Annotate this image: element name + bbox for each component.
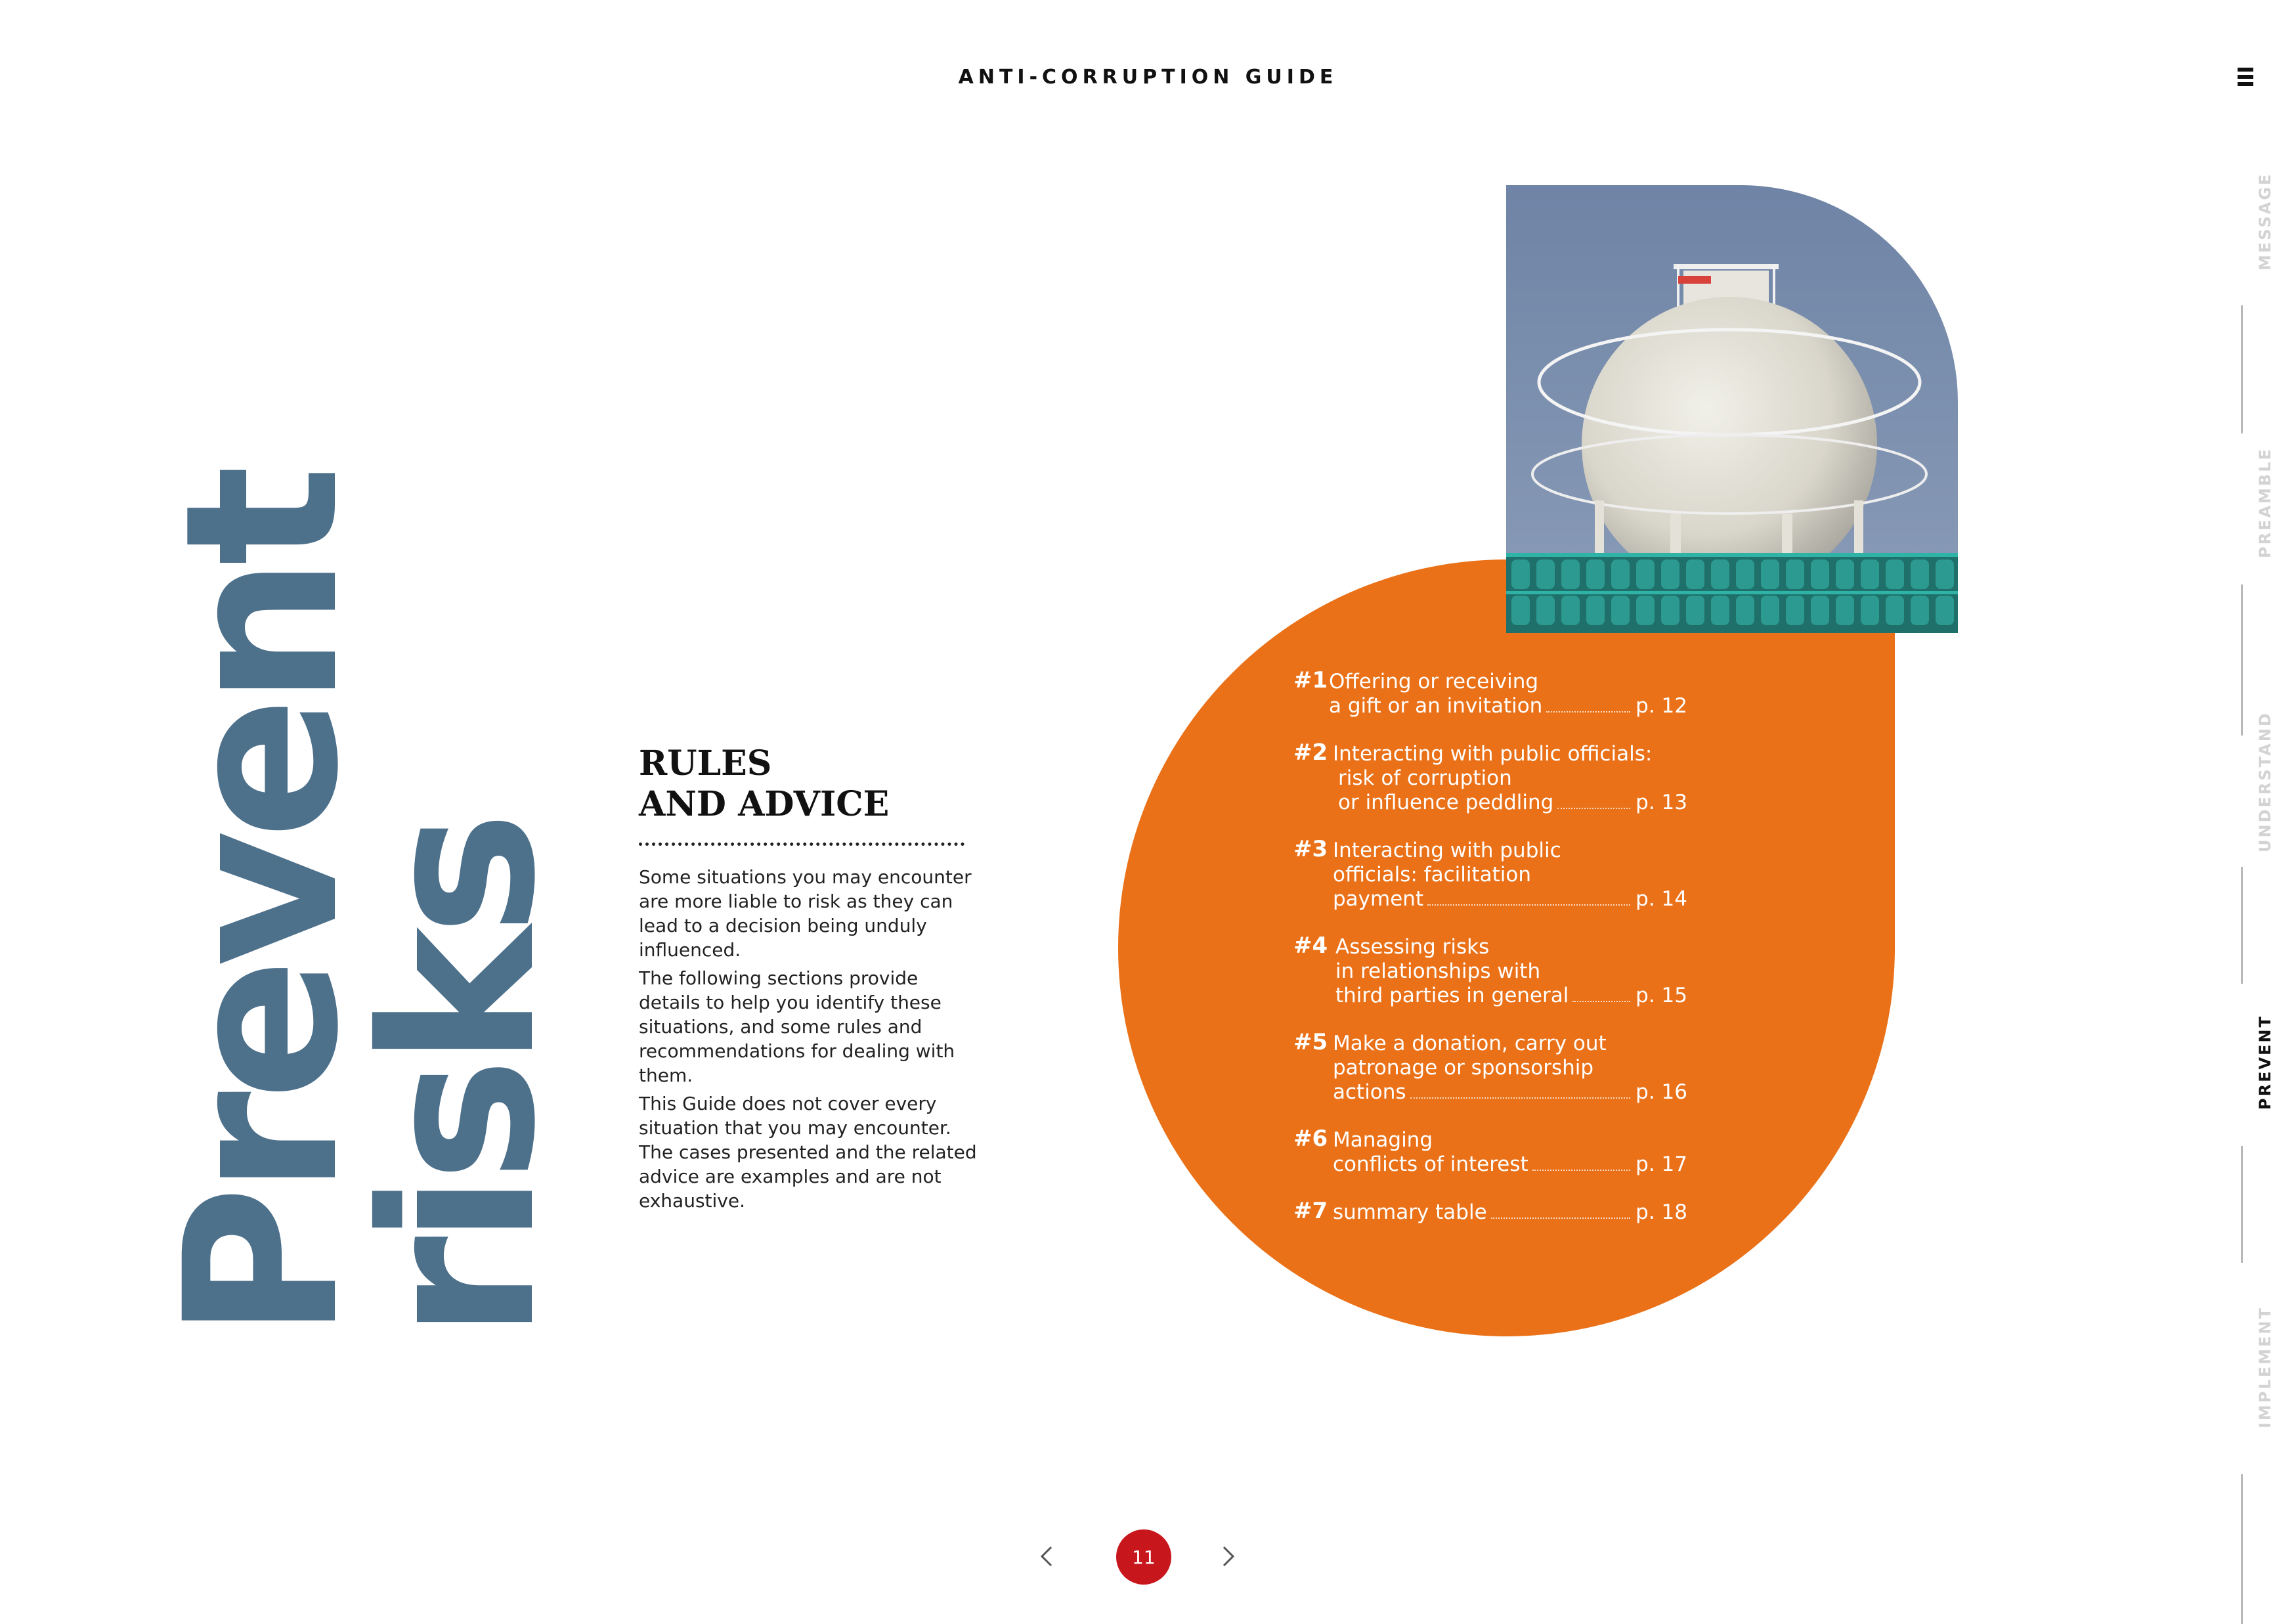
toc-item-6[interactable] (1293, 1128, 1687, 1177)
dot-leader (1557, 808, 1630, 809)
dot-leader (1491, 1218, 1631, 1219)
toc-page: p. 18 (1635, 1200, 1687, 1224)
toc-text: Make a donation, carry out (1333, 1032, 1607, 1055)
toc-text: a gift or an invitation (1329, 694, 1543, 718)
toc-item-4[interactable] (1293, 935, 1687, 1008)
side-nav-divider (2241, 1474, 2243, 1624)
dot-leader (1572, 1001, 1630, 1002)
toc-text: Assessing risks (1335, 935, 1490, 959)
toc-text: third parties in general (1335, 984, 1569, 1007)
side-nav-divider (2241, 867, 2243, 984)
side-nav-divider (2241, 584, 2243, 735)
dot-leader (1427, 904, 1630, 906)
toc-text: or influence peddling (1338, 791, 1554, 814)
toc-number: #4 (1293, 933, 1328, 959)
toc-page: p. 17 (1635, 1152, 1687, 1176)
toc-text: summary table (1333, 1200, 1487, 1224)
toc-number: #6 (1293, 1126, 1328, 1152)
chevron-right-icon[interactable] (1215, 1543, 1241, 1569)
toc-page: p. 16 (1635, 1080, 1687, 1104)
menu-bar-line (2238, 82, 2253, 86)
toc-number: #1 (1293, 667, 1328, 693)
toc-text: officials: facilitation (1333, 863, 1531, 887)
menu-bar-line (2238, 68, 2253, 72)
gas-tank-photo (1506, 185, 1958, 633)
body-paragraph: This Guide does not cover every situation that you may encounter. The cases presented and the related advice are examples and are not exhaustive. (639, 1093, 977, 1212)
section-title-line-2: risks (337, 820, 582, 1340)
toc-text: Managing (1333, 1128, 1433, 1152)
section-title-line-1: Prevent (141, 474, 385, 1340)
chevron-left-icon[interactable] (1034, 1543, 1060, 1569)
rules-heading-line-2: AND ADVICE (639, 784, 890, 824)
toc-item-7[interactable] (1293, 1200, 1687, 1225)
toc-number: #5 (1293, 1029, 1328, 1055)
toc-text: Interacting with public (1333, 839, 1561, 862)
toc-number: #3 (1293, 836, 1328, 862)
toc-text: payment (1333, 887, 1424, 911)
toc-page: p. 14 (1635, 887, 1687, 911)
section-title (141, 474, 582, 1340)
body-paragraph: The following sections provide details to help you identify these situations, and some rules and recommendations for dealing with them. (639, 967, 955, 1086)
hamburger-menu-icon[interactable] (2238, 68, 2253, 86)
toc-page: p. 12 (1635, 694, 1687, 718)
toc-number: #7 (1293, 1198, 1328, 1224)
toc-item-5[interactable] (1293, 1029, 1687, 1105)
page-number-badge: 11 (1116, 1529, 1171, 1585)
toc-item-3[interactable] (1293, 836, 1687, 911)
toc-text: patronage or sponsorship (1333, 1056, 1594, 1080)
toc-text: in relationships with (1335, 959, 1541, 983)
rules-heading (639, 743, 967, 825)
dot-leader (1532, 1170, 1630, 1171)
toc-item-2[interactable] (1293, 739, 1687, 815)
toc-number: #2 (1293, 739, 1328, 766)
toc-page: p. 13 (1635, 791, 1687, 814)
dot-leader (1410, 1097, 1631, 1099)
menu-bar-line (2238, 75, 2253, 79)
side-nav-divider (2241, 1146, 2243, 1263)
dotted-divider (639, 843, 964, 846)
toc-item-1[interactable] (1293, 667, 1687, 718)
toc-text: conflicts of interest (1333, 1152, 1528, 1176)
body-paragraph: Some situations you may encounter are more liable to risk as they can lead to a decision being unduly influenced. (639, 866, 972, 961)
rules-body (639, 865, 980, 1217)
toc-text: Offering or receiving (1329, 670, 1539, 693)
toc-text: risk of corruption (1338, 766, 1512, 790)
dot-leader (1546, 711, 1630, 713)
toc-page: p. 15 (1635, 984, 1687, 1007)
document-title: ANTI-CORRUPTION GUIDE (958, 66, 1338, 89)
toc-text: actions (1333, 1080, 1406, 1104)
side-nav-divider (2241, 305, 2243, 433)
toc-text: Interacting with public officials: (1333, 742, 1653, 766)
rules-heading-line-1: RULES (639, 743, 772, 783)
